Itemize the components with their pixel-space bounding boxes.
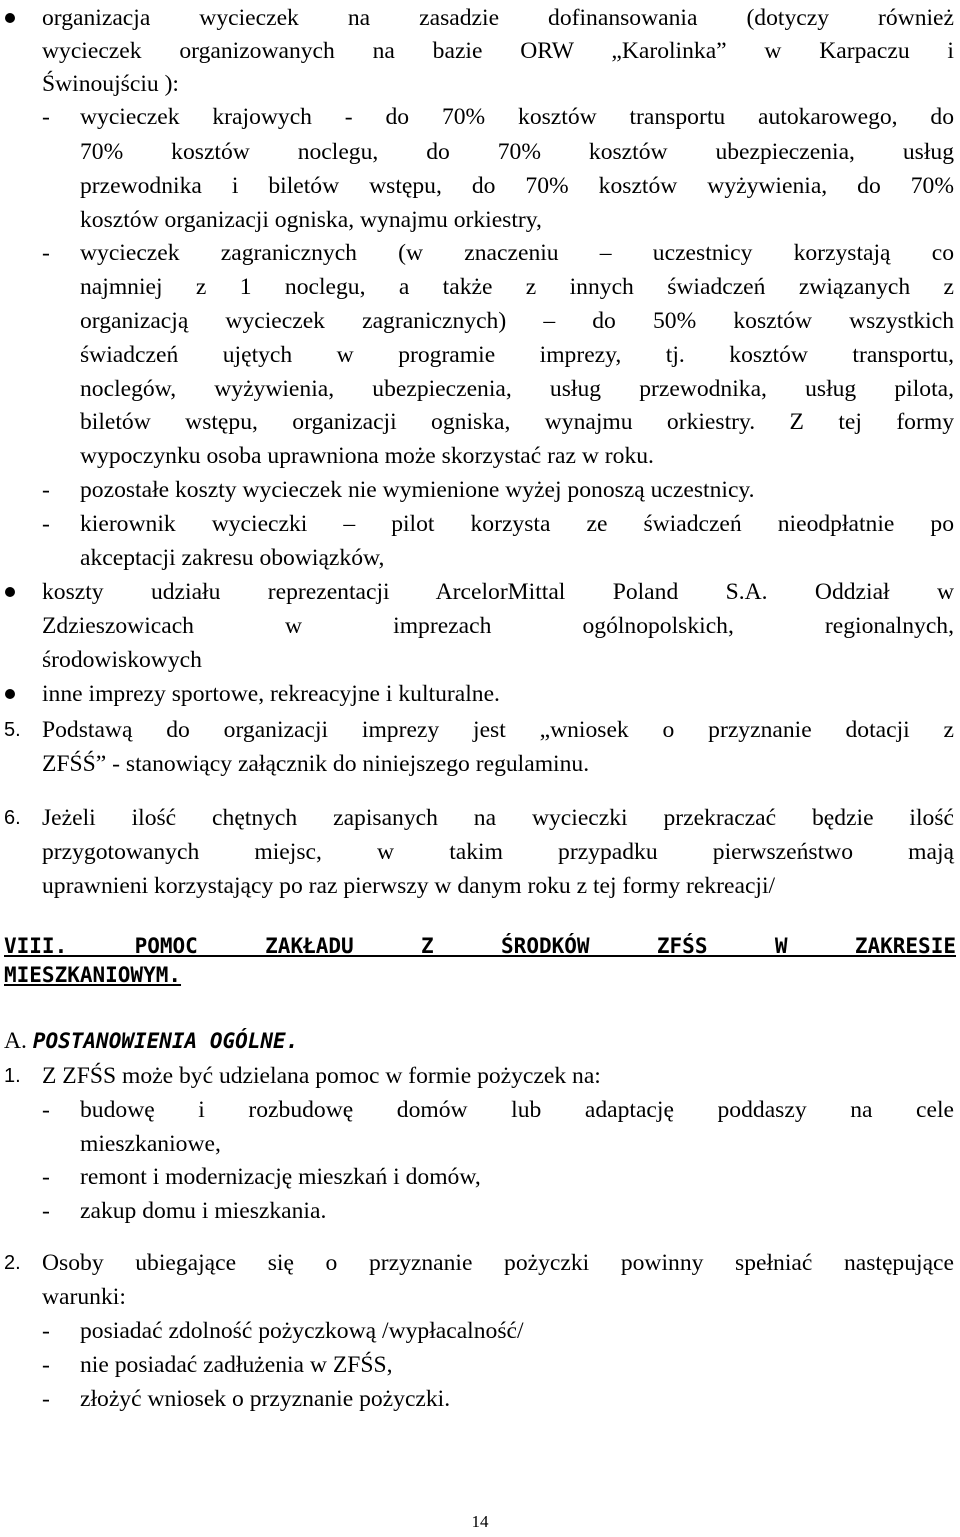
- sub-item-line: kierownik wycieczki – pilot korzysta ze świadczeń nieodpłatnie po: [80, 511, 954, 537]
- dash-marker: -: [42, 1198, 50, 1224]
- point-text-line: przygotowanych miejsc, w takim przypadku pierwszeństwo mają: [42, 839, 954, 865]
- subsection-heading: [4, 1026, 298, 1056]
- bullet-marker: [5, 689, 15, 699]
- point-number: 5.: [4, 719, 21, 741]
- sub-item-line: biletów wstępu, organizacji ogniska, wynajmu orkiestry. Z tej formy: [80, 409, 954, 435]
- dash-marker: -: [42, 1164, 50, 1190]
- sub-item-line: noclegów, wyżywienia, ubezpieczenia, usług przewodnika, usług pilota,: [80, 376, 954, 402]
- bullet-marker: [5, 13, 15, 23]
- bullet-text-line: Świnoujściu ):: [42, 71, 179, 97]
- page-number: 14: [471, 1512, 489, 1531]
- dash-marker: -: [42, 477, 50, 503]
- point-text-line: Z ZFŚS może być udzielana pomoc w formie pożyczek na:: [42, 1063, 601, 1089]
- point-text-line: Osoby ubiegające się o przyznanie pożyczki powinny spełniać następujące: [42, 1250, 954, 1276]
- sub-item-line: akceptacji zakresu obowiązków,: [80, 545, 385, 571]
- sub-item-line: mieszkaniowe,: [80, 1131, 221, 1157]
- bullet-marker: [5, 587, 15, 597]
- sub-item-line: zakup domu i mieszkania.: [80, 1198, 327, 1224]
- dash-marker: -: [42, 1352, 50, 1378]
- sub-item-line: kosztów organizacji ogniska, wynajmu orkiestry,: [80, 207, 542, 233]
- bullet-text-line: wycieczek organizowanych na bazie ORW „Karolinka” w Karpaczu i: [42, 38, 954, 64]
- dash-marker: -: [42, 511, 50, 537]
- sub-item-line: remont i modernizację mieszkań i domów,: [80, 1164, 481, 1190]
- point-text-line: uprawnieni korzystający po raz pierwszy w danym roku z tej formy rekreacji/: [42, 873, 776, 899]
- point-text-line: ZFŚŚ” - stanowiący załącznik do niniejszego regulaminu.: [42, 751, 590, 777]
- dash-marker: -: [42, 1386, 50, 1412]
- sub-item-line: złożyć wniosek o przyznanie pożyczki.: [80, 1386, 451, 1412]
- dash-marker: -: [42, 104, 50, 130]
- section-heading: VIII. POMOC ZAKŁADU Z ŚRODKÓW ZFŚS W ZAKRESIE: [4, 934, 956, 958]
- point-text-line: Podstawą do organizacji imprezy jest „wniosek o przyznanie dotacji z: [42, 717, 954, 743]
- subsection-title: POSTANOWIENIA OGÓLNE.: [32, 1029, 299, 1053]
- sub-item-line: najmniej z 1 noclegu, a także z innych świadczeń związanych z: [80, 274, 954, 300]
- point-text-line: Jeżeli ilość chętnych zapisanych na wycieczki przekraczać będzie ilość: [42, 805, 954, 831]
- sub-item-line: pozostałe koszty wycieczek nie wymienione wyżej ponoszą uczestnicy.: [80, 477, 755, 503]
- point-number: 6.: [4, 807, 21, 829]
- sub-item-line: posiadać zdolność pożyczkową /wypłacalność/: [80, 1318, 524, 1344]
- dash-marker: -: [42, 1318, 50, 1344]
- bullet-text-line: Zdzieszowicach w imprezach ogólnopolskich, regionalnych,: [42, 613, 954, 639]
- sub-item-line: 70% kosztów noclegu, do 70% kosztów ubezpieczenia, usług: [80, 139, 954, 165]
- sub-item-line: wypoczynku osoba uprawniona może skorzystać raz w roku.: [80, 443, 654, 469]
- point-number: 1.: [4, 1065, 21, 1087]
- sub-item-line: świadczeń ujętych w programie imprezy, tj. kosztów transportu,: [80, 342, 954, 368]
- sub-item-line: przewodnika i biletów wstępu, do 70% kosztów wyżywienia, do 70%: [80, 173, 954, 199]
- subsection-letter: A.: [4, 1028, 27, 1054]
- bullet-text-line: inne imprezy sportowe, rekreacyjne i kulturalne.: [42, 681, 500, 707]
- point-number: 2.: [4, 1252, 21, 1274]
- bullet-text-line: koszty udziału reprezentacji ArcelorMittal Poland S.A. Oddział w: [42, 579, 954, 605]
- dash-marker: -: [42, 240, 50, 266]
- bullet-text-line: organizacja wycieczek na zasadzie dofinansowania (dotyczy również: [42, 5, 954, 31]
- sub-item-line: budowę i rozbudowę domów lub adaptację poddaszy na cele: [80, 1097, 954, 1123]
- dash-marker: -: [42, 1097, 50, 1123]
- sub-item-line: wycieczek krajowych - do 70% kosztów transportu autokarowego, do: [80, 104, 954, 130]
- section-heading-continued: MIESZKANIOWYM.: [4, 963, 182, 987]
- sub-item-line: nie posiadać zadłużenia w ZFŚS,: [80, 1352, 393, 1378]
- point-text-line: warunki:: [42, 1284, 126, 1310]
- sub-item-line: organizacją wycieczek zagranicznych) – do 50% kosztów wszystkich: [80, 308, 954, 334]
- sub-item-line: wycieczek zagranicznych (w znaczeniu – uczestnicy korzystają co: [80, 240, 954, 266]
- bullet-text-line: środowiskowych: [42, 647, 202, 673]
